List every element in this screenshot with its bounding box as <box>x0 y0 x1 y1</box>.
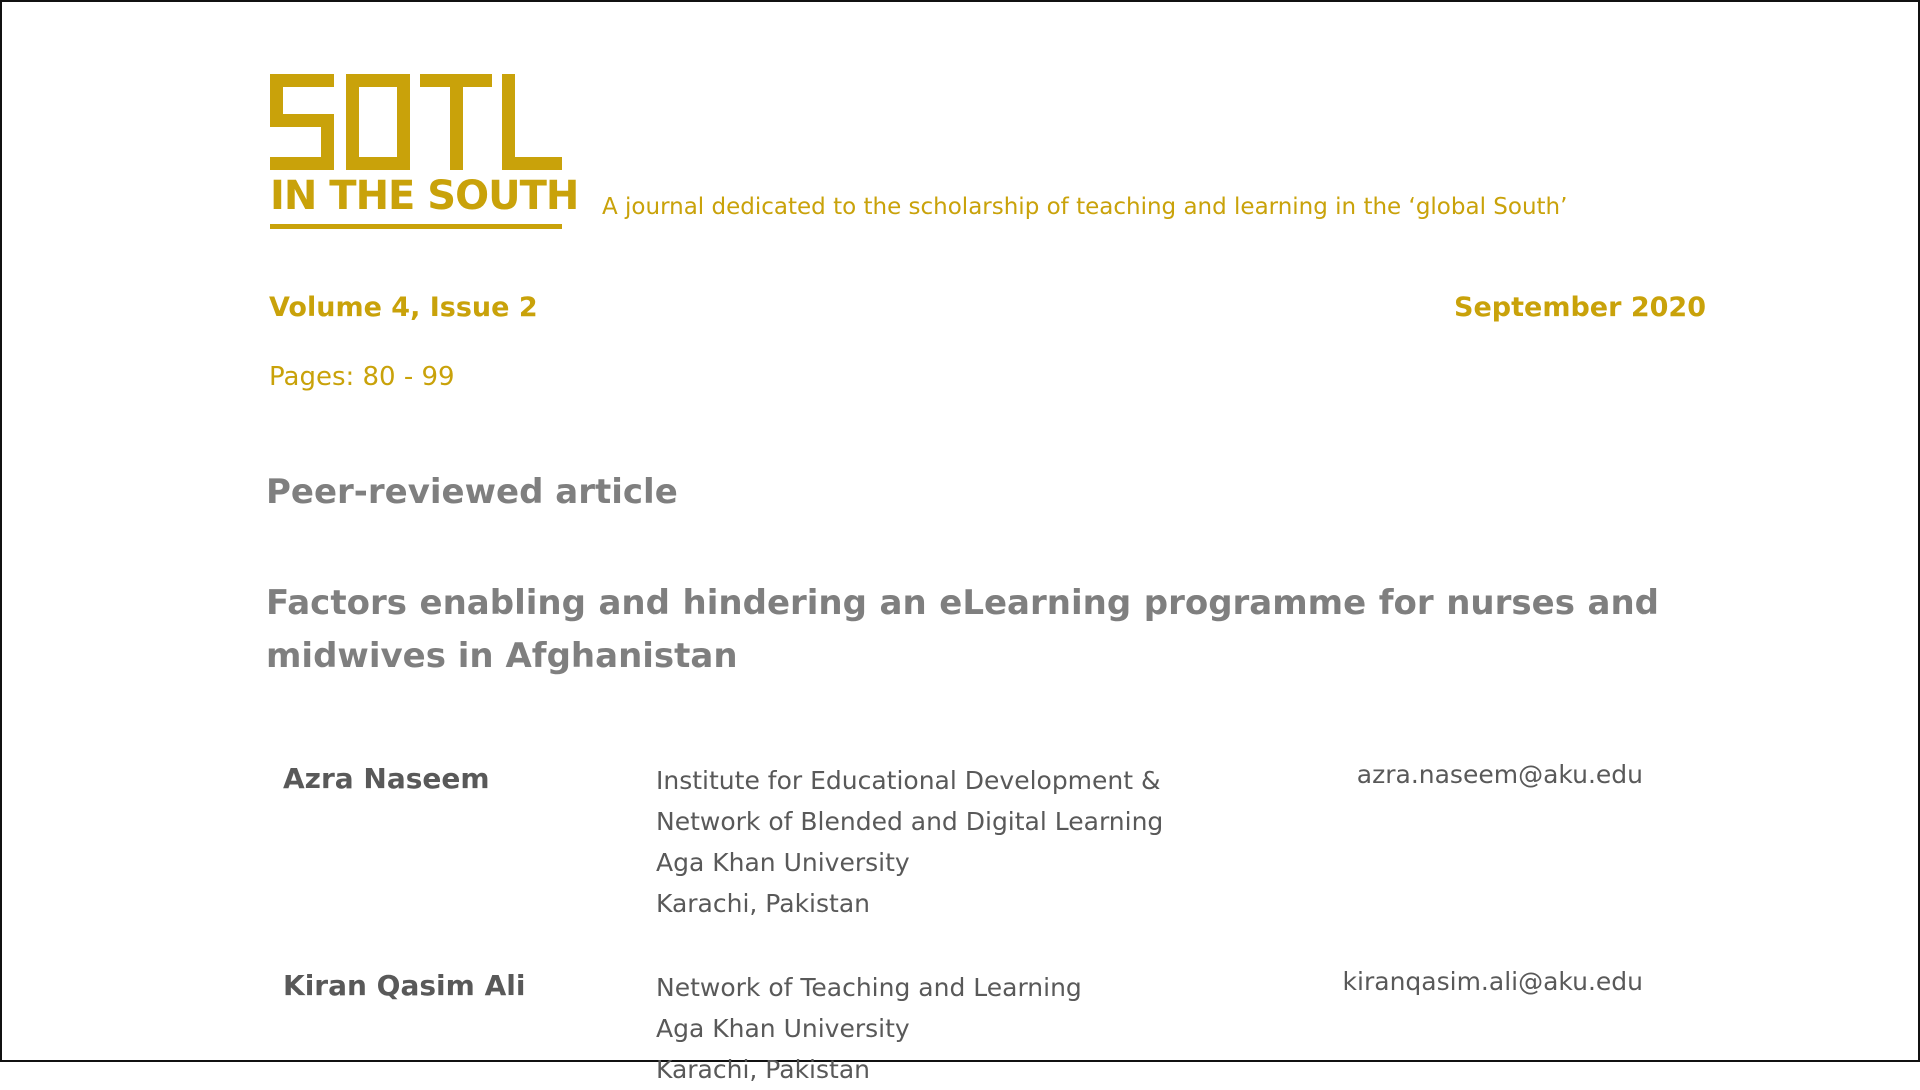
affiliation-line: Karachi, Pakistan <box>656 1055 870 1084</box>
author-name: Azra Naseem <box>283 762 490 795</box>
sotl-logo-icon <box>270 74 562 172</box>
volume-issue: Volume 4, Issue 2 <box>269 292 538 323</box>
affiliation-line: Aga Khan University <box>656 1014 910 1043</box>
author-affiliation <box>656 760 1163 924</box>
author-email[interactable]: azra.naseem@aku.edu <box>1356 760 1643 789</box>
affiliation-line: Network of Blended and Digital Learning <box>656 807 1164 836</box>
affiliation-line: Institute for Educational Development & <box>656 766 1161 795</box>
publication-date: September 2020 <box>1454 292 1706 323</box>
affiliation-line: Network of Teaching and Learning <box>656 973 1082 1002</box>
author-email[interactable]: kiranqasim.ali@aku.edu <box>1342 967 1643 996</box>
article-type: Peer-reviewed article <box>266 472 678 512</box>
page-range: Pages: 80 - 99 <box>269 362 455 392</box>
affiliation-line: Aga Khan University <box>656 848 910 877</box>
journal-logo <box>270 74 579 234</box>
logo-subtitle: IN THE SOUTH <box>270 173 579 219</box>
author-affiliation <box>656 967 1082 1090</box>
author-name: Kiran Qasim Ali <box>283 969 526 1002</box>
affiliation-line: Karachi, Pakistan <box>656 889 870 918</box>
journal-tagline: A journal dedicated to the scholarship of teaching and learning in the ‘global South’ <box>602 194 1568 220</box>
logo-underline <box>270 224 562 229</box>
article-title: Factors enabling and hindering an eLearning programme for nurses and midwives in Afghanistan <box>266 583 1659 676</box>
